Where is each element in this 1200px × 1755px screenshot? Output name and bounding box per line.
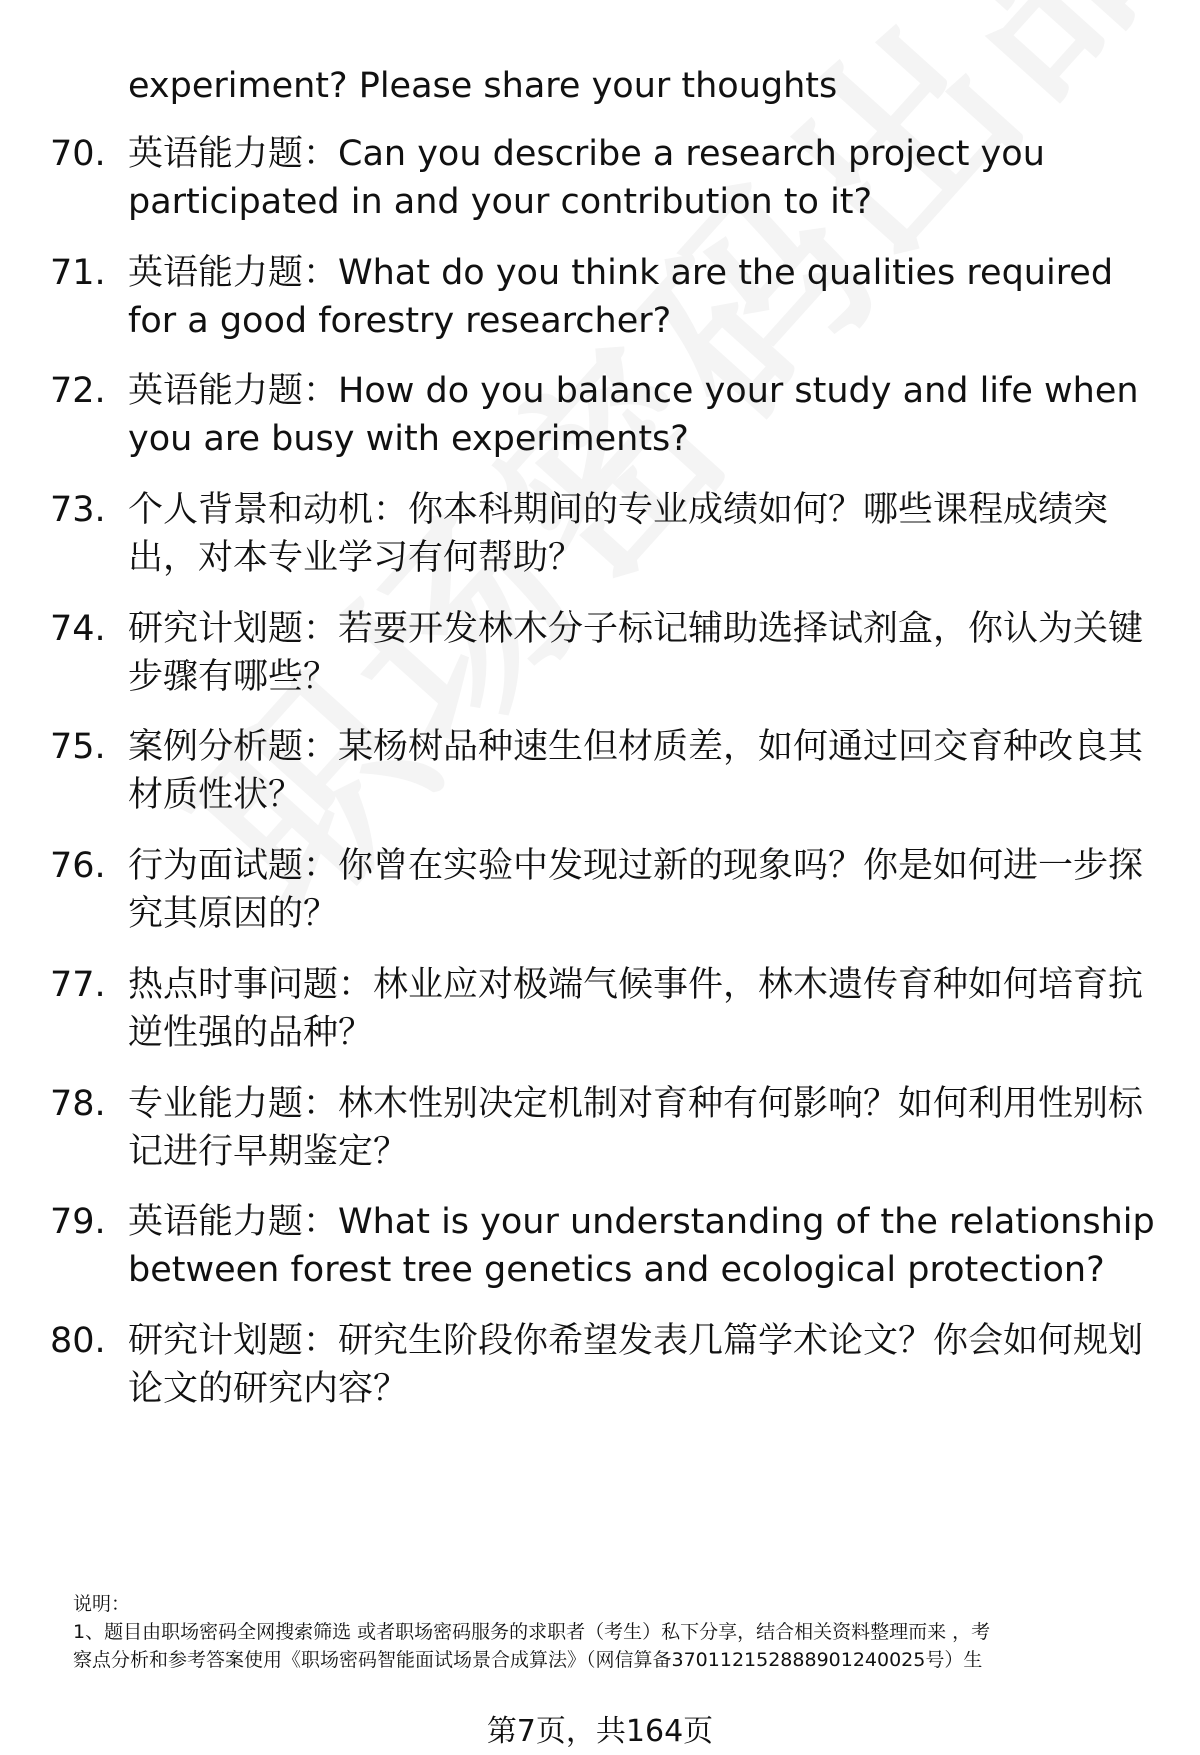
question-number: 72. (50, 371, 106, 411)
question-number: 75. (50, 727, 106, 767)
question-text: 研究计划题：若要开发林木分子标记辅助选择试剂盒，你认为关键步骤有哪些？ (128, 609, 1144, 697)
question-text: 英语能力题：Can you describe a research project you participated in and your contribution to it? (128, 134, 1045, 222)
footnote-label: 说明： (73, 1593, 131, 1615)
question-number: 80. (50, 1321, 106, 1361)
footnote-line-1: 1、题目由职场密码全网搜索筛选 或者职场密码服务的求职者（考生）私下分享，结合相关资料整理而来 ，考 (73, 1621, 991, 1643)
question-number: 70. (50, 134, 106, 174)
question-text: 案例分析题：某杨树品种速生但材质差，如何通过回交育种改良其材质性状？ (128, 727, 1144, 815)
question-text: 英语能力题：How do you balance your study and life when you are busy with experiments? (128, 371, 1139, 459)
question-text: 英语能力题：What do you think are the qualities required for a good forestry researcher? (128, 253, 1114, 341)
question-text: 热点时事问题：林业应对极端气候事件，林木遗传育种如何培育抗逆性强的品种？ (128, 965, 1144, 1053)
question-number: 71. (50, 253, 106, 293)
page-number: 第7页，共164页 (486, 1714, 714, 1749)
question-text: 行为面试题：你曾在实验中发现过新的现象吗？你是如何进一步探究其原因的？ (128, 846, 1144, 934)
question-number: 74. (50, 609, 106, 649)
question-text: 英语能力题：What is your understanding of the relationship between forest tree genetics and ecological protection? (128, 1202, 1155, 1290)
question-text: 专业能力题：林木性别决定机制对育种有何影响？如何利用性别标记进行早期鉴定？ (128, 1084, 1144, 1172)
question-number: 73. (50, 490, 106, 530)
footnote-line-2: 察点分析和参考答案使用《职场密码智能面试场景合成算法》（网信算备370112152888901240025号）生 (73, 1649, 983, 1671)
question-number: 76. (50, 846, 106, 886)
continued-line: experiment? Please share your thoughts (128, 66, 838, 106)
question-number: 78. (50, 1084, 106, 1124)
question-text: 个人背景和动机：你本科期间的专业成绩如何？哪些课程成绩突出，对本专业学习有何帮助？ (128, 490, 1109, 578)
question-text: 研究计划题：研究生阶段你希望发表几篇学术论文？你会如何规划论文的研究内容？ (128, 1321, 1144, 1409)
question-number: 79. (50, 1202, 106, 1242)
footnote (73, 1590, 1153, 1674)
question-number: 77. (50, 965, 106, 1005)
